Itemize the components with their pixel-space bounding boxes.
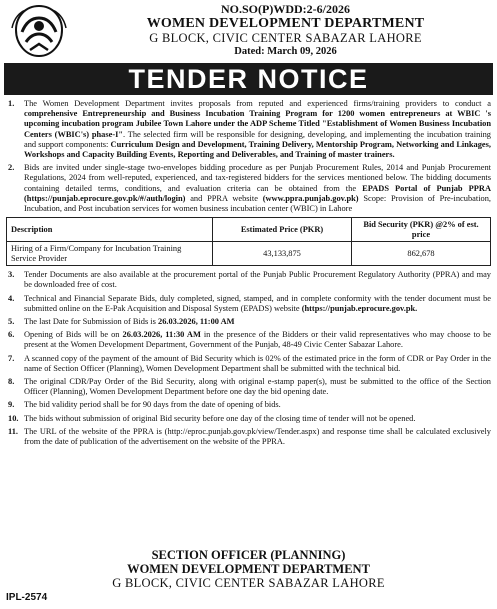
- submission-deadline: 26.03.2026, 11:00 AM: [158, 317, 235, 327]
- clause-10: [6, 414, 491, 424]
- clause-text: in the presence of the Bidders or their valid representatives who may choose to be present at the Women Development Department, Government of the Punjab, 48-49 Civic Center Sabazar Lahore.: [24, 330, 491, 350]
- clause-text: The bids without submission of original Bid security before one day of the closing time of tender will not be opened.: [24, 413, 416, 423]
- notice-date: Dated: March 09, 2026: [234, 46, 337, 57]
- bid-opening-time: 26.03.2026, 11:30 AM: [122, 330, 201, 340]
- clause-number: 7.: [8, 353, 15, 363]
- department-name: WOMEN DEVELOPMENT DEPARTMENT: [146, 16, 425, 31]
- clause-8: [6, 377, 491, 397]
- clause-text: The Women Development Department invites proposals from reputed and experienced firms/training providers to conduct a: [24, 99, 491, 108]
- epads-portal-link[interactable]: EPADS Portal of Punjab PPRA (https://punjab.eprocure.gov.pk/#/auth/login): [24, 183, 492, 203]
- cell-description: Hiring of a Firm/Company for Incubation Training Service Provider: [7, 242, 213, 266]
- clause-4: [6, 294, 491, 314]
- clause-text: The URL of the website of the PPRA is (http://eproc.punjab.gov.pk/view/Tender.aspx) and response time shall be calculated exclusively from the date of publication of the advertisement on the website of the PPRA.: [24, 426, 491, 447]
- clause-text: The original CDR/Pay Order of the Bid Security, along with original e-stamp paper(s), must be submitted to the office of the Section Officer (Planning), Women Development Department before one day the bid opening date.: [24, 377, 491, 397]
- signatory-address: G BLOCK, CIVIC CENTER SABAZAR LAHORE: [112, 576, 385, 590]
- clause-11: [6, 427, 491, 447]
- clause-text: Opening of Bids will be on: [24, 330, 123, 340]
- clause-number: 9.: [8, 400, 15, 410]
- clause-7: [6, 354, 491, 374]
- clause-number: 11.: [8, 426, 19, 436]
- clause-text: A scanned copy of the payment of the amount of Bid Security which is 02% of the estimated price in the form of CDR or Pay Order in the name of Section Officer (Planning), Women Development Department shall be submitted with the technical bid.: [24, 353, 491, 373]
- table-row: [7, 242, 491, 266]
- clause-number: 4.: [8, 293, 15, 303]
- clause-2: [6, 163, 491, 214]
- clause-3: [6, 270, 491, 290]
- clause-text: Scope: Provision of Pre-incubation, Incubation, and Post incubation services for women business incubation center (WBIC) in Lahore: [24, 193, 491, 214]
- tender-table: [6, 217, 491, 266]
- clause-text: Bids are invited under single-stage two-envelopes bidding procedure as per Punjab Procurement Rules, 2014 and Punjab Procurement Regulations, 2024 from well-reputed, experienced, and tax-registered bidders for the services mentioned below. The bidding documents containing detailed terms, conditions, and evaluation criteria can be obtained from the: [24, 163, 491, 193]
- signatory-title: SECTION OFFICER (PLANNING): [151, 548, 346, 562]
- column-header-estimated-price: Estimated Price (PKR): [213, 218, 352, 242]
- ipl-number: IPL-2574: [6, 592, 48, 603]
- notice-body: [6, 99, 491, 450]
- clause-text: and PPRA website: [185, 193, 263, 203]
- column-header-bid-security: Bid Security (PKR) @2% of est. price: [352, 218, 491, 242]
- tender-notice-banner: TENDER NOTICE: [4, 63, 493, 95]
- signature-block: [0, 548, 497, 590]
- cell-estimated-price: 43,133,875: [213, 242, 352, 266]
- clause-number: 8.: [8, 377, 15, 387]
- header: [0, 0, 497, 62]
- clause-number: 5.: [8, 317, 15, 327]
- clause-text: . The selected firm will be responsible for designing, developing, and implementing the incubation training and support components:: [24, 129, 491, 149]
- signatory-department: WOMEN DEVELOPMENT DEPARTMENT: [127, 562, 370, 576]
- clause-text-bold: comprehensive Entrepreneurship and Business Incubation Training Program for 1200 women entrepreneurs at WBIC 's upcoming incubation program Jubilee Town Lahore under the ADP Scheme Titled "Establishment of Women Business Incubation Centers (WBIC's) phase-I": [24, 109, 491, 139]
- clause-text: The last Date for Submission of Bids is: [24, 317, 158, 327]
- table-header-row: [7, 218, 491, 242]
- clause-number: 3.: [8, 270, 15, 280]
- clause-number: 2.: [8, 163, 15, 173]
- cell-bid-security: 862,678: [352, 242, 491, 266]
- clause-number: 10.: [8, 413, 19, 423]
- epads-website-link[interactable]: (https://punjab.eprocure.gov.pk.: [301, 303, 418, 313]
- reference-number: NO.SO(P)WDD:2-6/2026: [221, 2, 350, 16]
- clause-text: Tender Documents are also available at the procurement portal of the Punjab Public Procurement Regulatory Authority (PPRA) and may be downloaded free of cost.: [24, 270, 491, 290]
- column-header-description: Description: [7, 218, 213, 242]
- clause-9: [6, 400, 491, 410]
- clause-text: The bid validity period shall be for 90 days from the date of opening of bids.: [24, 400, 281, 410]
- clause-5: [6, 317, 491, 327]
- clause-1: [6, 99, 491, 160]
- clause-number: 1.: [8, 99, 15, 108]
- department-address: G BLOCK, CIVIC CENTER SABAZAR LAHORE: [149, 31, 422, 45]
- ppra-website-link[interactable]: (www.ppra.punjab.gov.pk): [262, 193, 359, 203]
- clause-text-bold: Curriculum Design and Development, Training Delivery, Mentorship Program, Networking and Linkages, Workshops and Capacity Building Events, Reporting and Deliverables, and Training of master trainers.: [24, 139, 491, 160]
- clause-6: [6, 330, 491, 350]
- government-of-punjab-logo: [8, 2, 70, 60]
- clause-number: 6.: [8, 330, 15, 340]
- clause-text: Technical and Financial Separate Bids, duly completed, signed, stamped, and in complete conformity with the tender document must be submitted online on the E-Pak Acquisition and Disposal System (EPADS) website: [24, 293, 491, 313]
